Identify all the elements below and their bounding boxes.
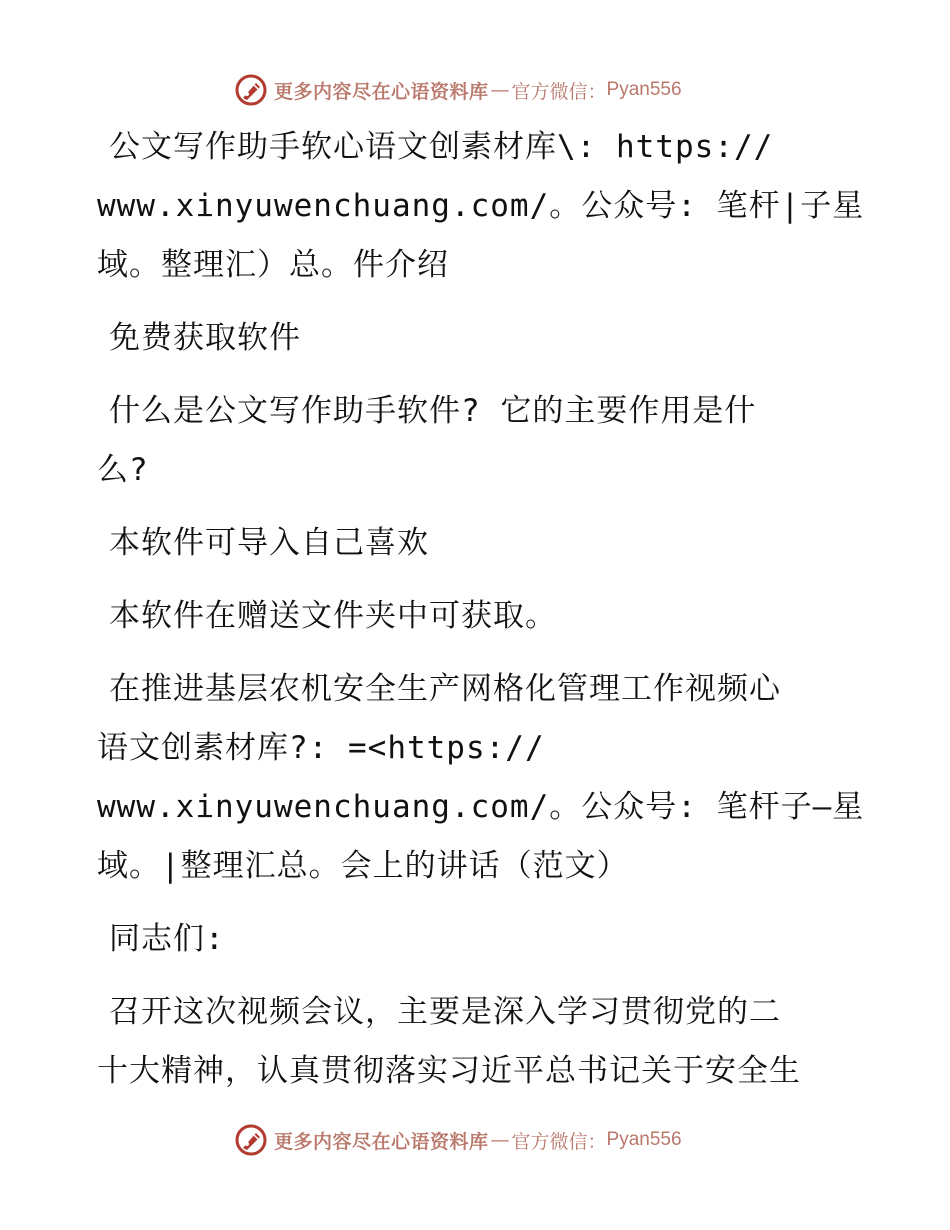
- banner-wechat-id: Pyan556: [606, 1129, 682, 1150]
- pen-nib-logo-icon: [234, 73, 268, 107]
- paragraph-2: [97, 309, 867, 368]
- paragraph-1: [97, 118, 867, 295]
- text-line: 本软件在赠送文件夹中可获取。: [109, 598, 557, 634]
- paragraph-3: [97, 382, 867, 500]
- banner-text: 更多内容尽在心语资料库: [274, 80, 489, 103]
- text-line: 召开这次视频会议，主要是深入学习贯彻党的二: [109, 994, 781, 1030]
- text-line: 本软件可导入自己喜欢: [109, 525, 429, 561]
- text-line: 免费获取软件: [109, 320, 301, 356]
- text-line: 公文写作助手软心语文创素材库\: https://: [109, 129, 774, 165]
- paragraph-8: [97, 983, 867, 1101]
- text-line: 么?: [97, 452, 149, 488]
- banner-wechat-id: Pyan556: [606, 79, 682, 100]
- text-line: www.xinyuwenchuang.com/。公众号: 笔杆子—星: [97, 789, 865, 825]
- paragraph-7: [97, 910, 867, 969]
- text-line: 什么是公文写作助手软件? 它的主要作用是什: [109, 393, 757, 429]
- text-line: 语文创素材库?: =<https://: [97, 730, 545, 766]
- text-line: 域。|整理汇总。会上的讲话（范文）: [97, 848, 629, 884]
- banner-separator: —: [490, 79, 510, 101]
- pen-nib-logo-icon: [234, 1123, 268, 1157]
- text-line: 在推进基层农机安全生产网格化管理工作视频心: [109, 671, 781, 707]
- text-line: 十大精神，认真贯彻落实习近平总书记关于安全生: [97, 1053, 801, 1089]
- text-line: 域。整理汇）总。件介绍: [97, 247, 449, 283]
- paragraph-4: [97, 514, 867, 573]
- footer-banner: [234, 1120, 682, 1160]
- paragraph-6: [97, 660, 867, 896]
- text-line: www.xinyuwenchuang.com/。公众号: 笔杆|子星: [97, 188, 865, 224]
- header-banner: [234, 70, 682, 110]
- banner-text: 更多内容尽在心语资料库: [274, 1130, 489, 1153]
- text-line: 同志们:: [109, 921, 225, 957]
- banner-wechat-label: 官方微信：: [511, 1130, 607, 1153]
- paragraph-5: [97, 587, 867, 646]
- document-body: [97, 118, 867, 1115]
- banner-separator: —: [490, 1129, 510, 1151]
- banner-wechat-label: 官方微信：: [511, 80, 607, 103]
